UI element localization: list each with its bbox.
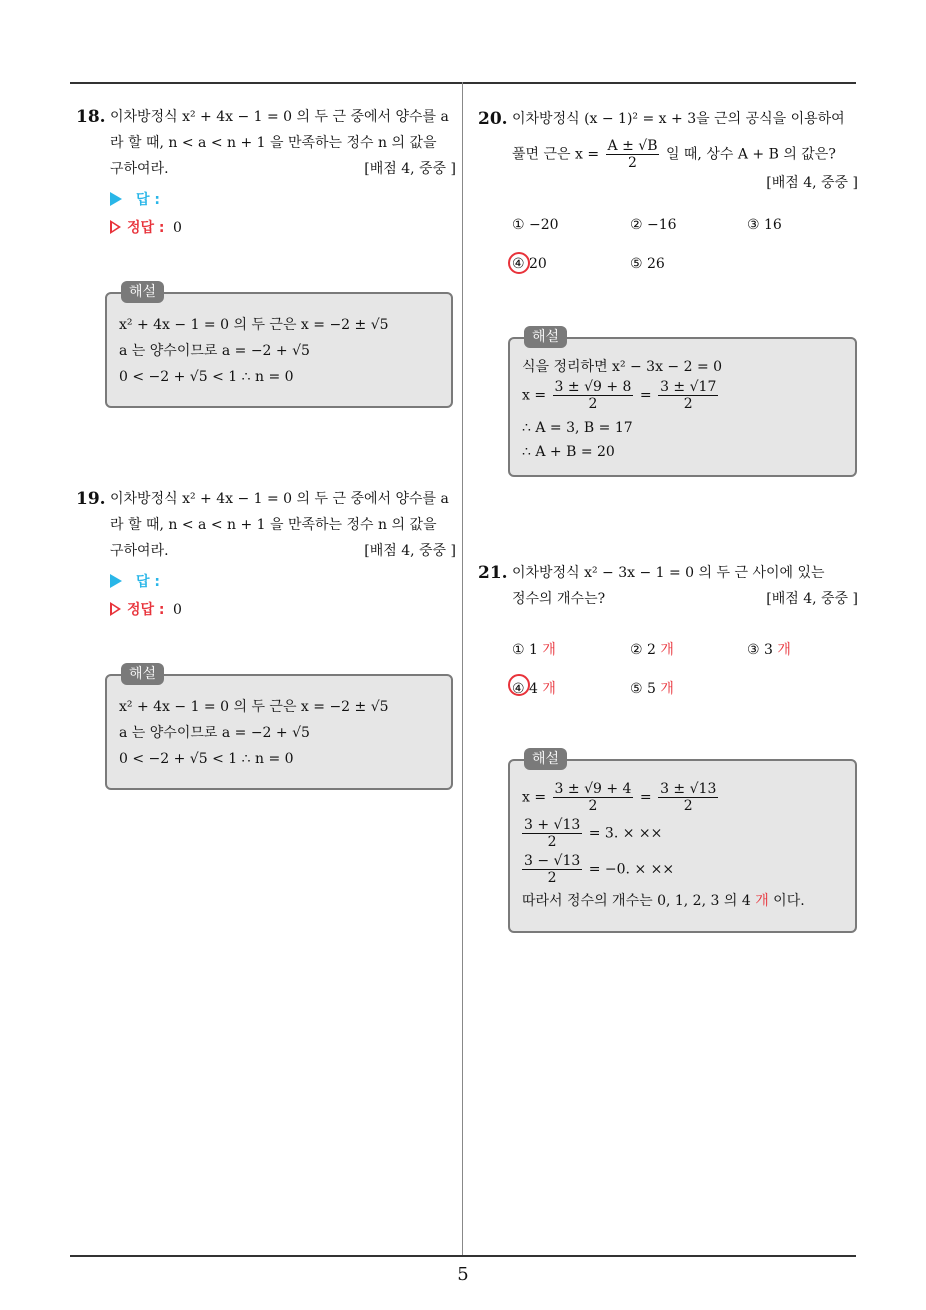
choice-unit: 개 (777, 642, 791, 658)
choice-unit: 개 (660, 681, 674, 697)
explanation-line (522, 781, 843, 814)
play-icon (110, 574, 122, 588)
question-text (512, 560, 858, 612)
explanation-line: x² + 4x − 1 = 0 의 두 근은 x = −2 ± √5 (119, 699, 389, 715)
answer-row (110, 572, 160, 592)
fraction-numerator: 3 ± √17 (660, 379, 717, 395)
equals-sign: = (639, 387, 652, 404)
choice-label: ⑤ 5 (630, 681, 656, 697)
score-meta: [배점 4, 중중 ] (364, 161, 456, 177)
explanation-box (105, 284, 453, 408)
explanation-line: ∴ A = 3, B = 17 (522, 420, 633, 436)
question-number: 20. (478, 109, 508, 129)
question-line: 이차방정식 x² − 3x − 1 = 0 의 두 근 사이에 있는 (512, 565, 825, 581)
fraction (658, 781, 718, 814)
explanation-box (105, 666, 453, 790)
explanation-fragment: = 3. × ×× (588, 825, 663, 842)
fraction-numerator: 3 ± √9 + 4 (554, 781, 632, 797)
explanation-fragment: x = (522, 789, 547, 806)
answer-row (110, 190, 160, 210)
choice-3[interactable] (747, 639, 791, 659)
explanation-line: a 는 양수이므로 a = −2 + √5 (119, 343, 310, 359)
question-number: 21. (478, 563, 508, 583)
question-number: 18. (76, 107, 106, 127)
explanation-fragment: 이다. (773, 893, 805, 909)
question-18 (76, 104, 456, 182)
choice-label: ② 2 (630, 642, 656, 658)
choice-5[interactable]: ⑤ 26 (630, 256, 665, 272)
score-meta: [배점 4, 중중 ] (766, 175, 858, 191)
fraction-denominator: 2 (547, 870, 557, 886)
question-text (110, 486, 456, 564)
fraction-denominator: 2 (588, 396, 598, 412)
explanation-line (522, 379, 843, 412)
explanation-box (508, 329, 857, 477)
triangle-outline-icon (110, 220, 121, 234)
fraction-numerator: A ± √B (607, 138, 658, 154)
choice-label: ④ 4 (512, 681, 538, 697)
correct-answer-row (110, 600, 182, 620)
question-line: 구하여라. (110, 161, 169, 177)
fraction (606, 138, 660, 171)
choice-label: ① 1 (512, 642, 538, 658)
question-line-last (512, 586, 858, 612)
bottom-rule (70, 1255, 856, 1257)
equals-sign: = (639, 789, 652, 806)
question-line: 이차방정식 x² + 4x − 1 = 0 의 두 근 중에서 양수를 a (110, 491, 449, 507)
explanation-unit: 개 (755, 893, 769, 909)
question-line: 이차방정식 (x − 1)² = x + 3을 근의 공식을 이용하여 (512, 111, 845, 127)
question-19 (76, 486, 456, 564)
explanation-line (522, 817, 843, 850)
correct-answer-row (110, 218, 182, 238)
question-text (110, 104, 456, 182)
choice-1[interactable]: ① −20 (512, 217, 559, 233)
explanation-fragment: 따라서 정수의 개수는 0, 1, 2, 3 의 4 (522, 893, 751, 909)
explanation-fragment: = −0. × ×× (588, 861, 675, 878)
question-line-last (110, 156, 456, 182)
score-meta: [배점 4, 중중 ] (364, 543, 456, 559)
fraction-numerator: 3 + √13 (524, 817, 581, 833)
question-line: 이차방정식 x² + 4x − 1 = 0 의 두 근 중에서 양수를 a (110, 109, 449, 125)
question-20 (478, 106, 858, 191)
question-line: 라 할 때, n < a < n + 1 을 만족하는 정수 n 의 값을 (110, 517, 437, 533)
explanation-line: 식을 정리하면 x² − 3x − 2 = 0 (522, 359, 723, 375)
question-text (512, 106, 858, 191)
explanation-line: 0 < −2 + √5 < 1 ∴ n = 0 (119, 369, 294, 385)
choice-3[interactable]: ③ 16 (747, 217, 782, 233)
fraction (553, 379, 634, 412)
question-21 (478, 560, 858, 612)
score-meta: [배점 4, 중중 ] (766, 591, 858, 607)
explanation-tag: 해설 (524, 748, 567, 770)
top-rule (70, 82, 856, 84)
choice-2[interactable] (630, 639, 674, 659)
answer-label: 답 : (136, 192, 160, 208)
choice-1[interactable] (512, 639, 556, 659)
answer-label: 답 : (136, 574, 160, 590)
explanation-tag: 해설 (121, 663, 164, 685)
fraction-denominator: 2 (547, 834, 557, 850)
fraction (553, 781, 634, 814)
correct-label: 정답 : (127, 220, 165, 236)
choice-4[interactable]: ④ 20 (512, 256, 547, 272)
fraction-denominator: 2 (588, 798, 598, 814)
explanation-fragment: x = (522, 387, 547, 404)
explanation-line: 0 < −2 + √5 < 1 ∴ n = 0 (119, 751, 294, 767)
correct-label: 정답 : (127, 602, 165, 618)
choice-unit: 개 (660, 642, 674, 658)
fraction-denominator: 2 (628, 155, 637, 171)
fraction-numerator: 3 ± √13 (660, 781, 717, 797)
fraction-numerator: 3 − √13 (524, 853, 581, 869)
question-line: 정수의 개수는? (512, 591, 606, 607)
choice-unit: 개 (542, 642, 556, 658)
correct-value: 0 (172, 220, 182, 236)
fraction (522, 817, 582, 850)
question-line-last (110, 538, 456, 564)
question-line: 구하여라. (110, 543, 169, 559)
correct-value: 0 (172, 602, 182, 618)
fraction-numerator: 3 ± √9 + 8 (554, 379, 632, 395)
triangle-outline-icon (110, 602, 121, 616)
explanation-line (522, 890, 843, 912)
choice-4[interactable] (512, 678, 556, 698)
question-line: 라 할 때, n < a < n + 1 을 만족하는 정수 n 의 값을 (110, 135, 437, 151)
question-fragment: 일 때, 상수 A + B 의 값은? (665, 146, 836, 163)
explanation-line: ∴ A + B = 20 (522, 444, 615, 460)
question-fragment: 풀면 근은 x = (512, 146, 600, 163)
explanation-line: a 는 양수이므로 a = −2 + √5 (119, 725, 310, 741)
page-number: 5 (457, 1264, 469, 1285)
fraction-denominator: 2 (683, 396, 693, 412)
choice-2[interactable]: ② −16 (630, 217, 677, 233)
question-line (512, 138, 858, 171)
fraction-denominator: 2 (683, 798, 693, 814)
explanation-line (522, 853, 843, 886)
play-icon (110, 192, 122, 206)
explanation-tag: 해설 (121, 281, 164, 303)
choice-label: ③ 3 (747, 642, 773, 658)
fraction (522, 853, 582, 886)
choice-unit: 개 (542, 681, 556, 697)
explanation-line: x² + 4x − 1 = 0 의 두 근은 x = −2 ± √5 (119, 317, 389, 333)
column-divider (462, 82, 463, 1257)
question-number: 19. (76, 489, 106, 509)
fraction (658, 379, 718, 412)
choice-5[interactable] (630, 678, 674, 698)
explanation-box (508, 751, 857, 933)
explanation-tag: 해설 (524, 326, 567, 348)
